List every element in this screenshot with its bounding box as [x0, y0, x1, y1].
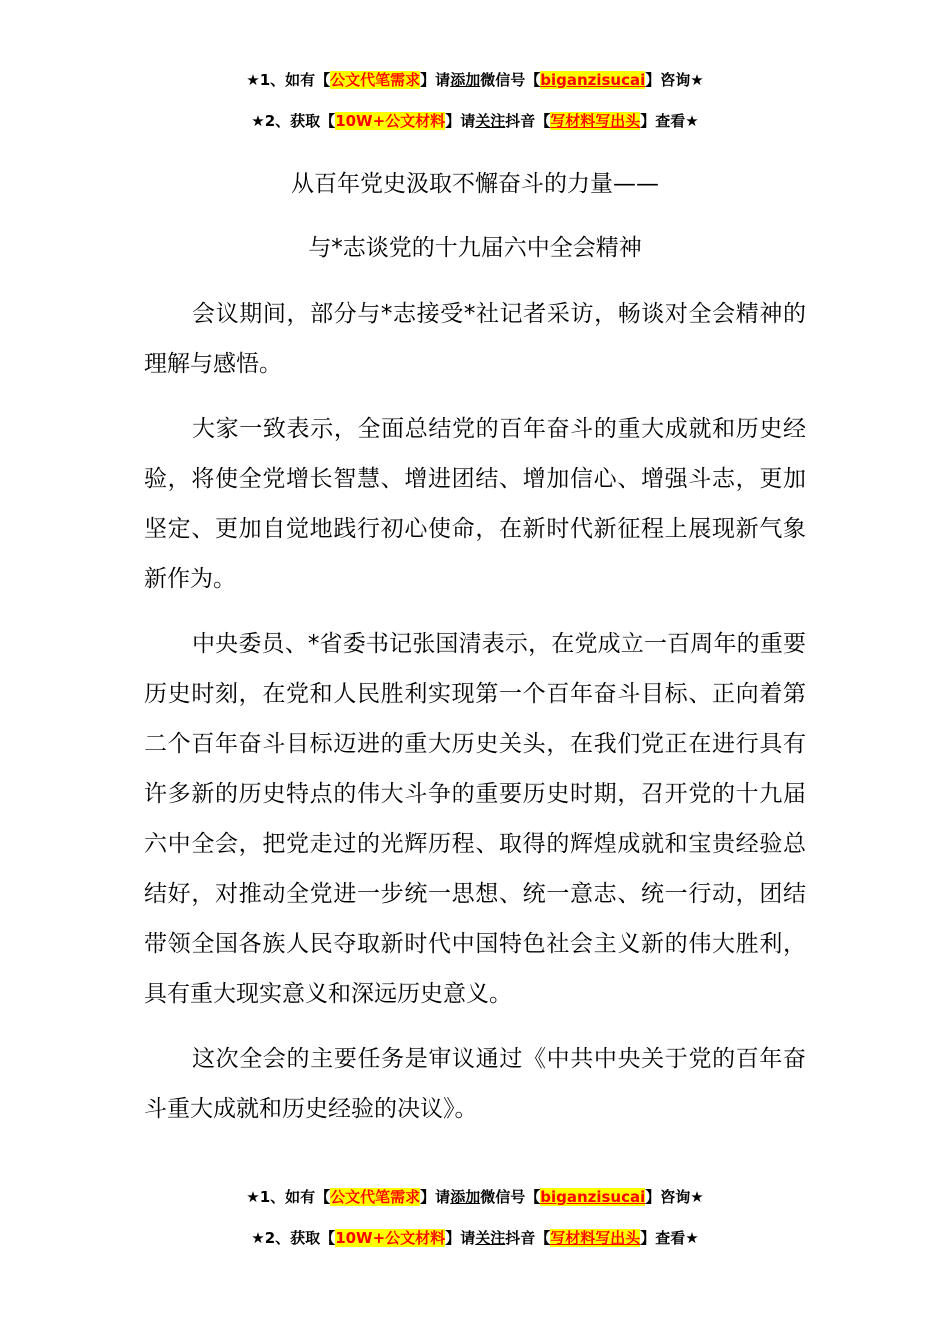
article-paragraph-2: 大家一致表示，全面总结党的百年奋斗的重大成就和历史经验，将使全党增长智慧、增进团结、增加信心、增强斗志，更加坚定、更加自觉地践行初心使命，在新时代新征程上展现新气象新作为。: [144, 416, 806, 592]
footer-promo-line-2: [0, 1227, 950, 1249]
promo-wechat-id: biganzisucai: [540, 71, 646, 89]
promo-action: 关注: [475, 112, 506, 130]
promo-prefix: ★1、如有【: [246, 71, 331, 89]
header-promo-line-1: [0, 69, 950, 91]
promo-text: 微信号【: [480, 71, 541, 89]
article-paragraph-3: 中央委员、*省委书记张国清表示，在党成立一百周年的重要历史时刻，在党和人民胜利实现第一个百年奋斗目标、正向着第二个百年奋斗目标迈进的重大历史关头，在我们党正在进行具有许多新的历史特点的伟大斗争的重要历史时期，召开党的十九届六中全会，把党走过的光辉历程、取得的辉煌成就和宝贵经验总结好，对推动全党进一步统一思想、统一意志、统一行动，团结带领全国各族人民夺取新时代中国特色社会主义新的伟大胜利，具有重大现实意义和深远历史意义。: [144, 631, 806, 1007]
promo-douyin-id: 写材料写出头: [550, 112, 641, 130]
promo-text: 】请: [445, 1229, 476, 1247]
promo-text: 微信号【: [480, 1188, 541, 1206]
header-promo-line-2: [0, 110, 950, 132]
promo-text: 】请: [420, 71, 451, 89]
promo-douyin-id: 写材料写出头: [550, 1229, 641, 1247]
promo-text: 抖音【: [505, 1229, 551, 1247]
promo-text: 抖音【: [505, 112, 551, 130]
promo-action: 关注: [475, 1229, 506, 1247]
promo-text: 】请: [445, 112, 476, 130]
promo-text: 】请: [420, 1188, 451, 1206]
promo-suffix: 】咨询★: [645, 71, 704, 89]
article-paragraph-4: 这次全会的主要任务是审议通过《中共中央关于党的百年奋斗重大成就和历史经验的决议》。: [144, 1046, 806, 1122]
promo-highlight-service: 公文代笔需求: [330, 71, 421, 89]
footer-promo-line-1: [0, 1186, 950, 1208]
promo-prefix: ★2、获取【: [251, 112, 336, 130]
promo-prefix: ★2、获取【: [251, 1229, 336, 1247]
promo-action: 添加: [450, 1188, 481, 1206]
article-paragraph-1: 会议期间，部分与*志接受*社记者采访，畅谈对全会精神的理解与感悟。: [144, 301, 806, 377]
promo-highlight-service: 公文代笔需求: [330, 1188, 421, 1206]
promo-suffix: 】咨询★: [645, 1188, 704, 1206]
promo-wechat-id: biganzisucai: [540, 1188, 646, 1206]
promo-highlight-materials: 10W+公文材料: [335, 112, 446, 130]
promo-prefix: ★1、如有【: [246, 1188, 331, 1206]
promo-suffix: 】查看★: [640, 1229, 699, 1247]
promo-action: 添加: [450, 71, 481, 89]
article-title: 从百年党史汲取不懈奋斗的力量——: [291, 171, 659, 197]
article-subtitle: 与*志谈党的十九届六中全会精神: [308, 235, 642, 261]
promo-suffix: 】查看★: [640, 112, 699, 130]
promo-highlight-materials: 10W+公文材料: [335, 1229, 446, 1247]
